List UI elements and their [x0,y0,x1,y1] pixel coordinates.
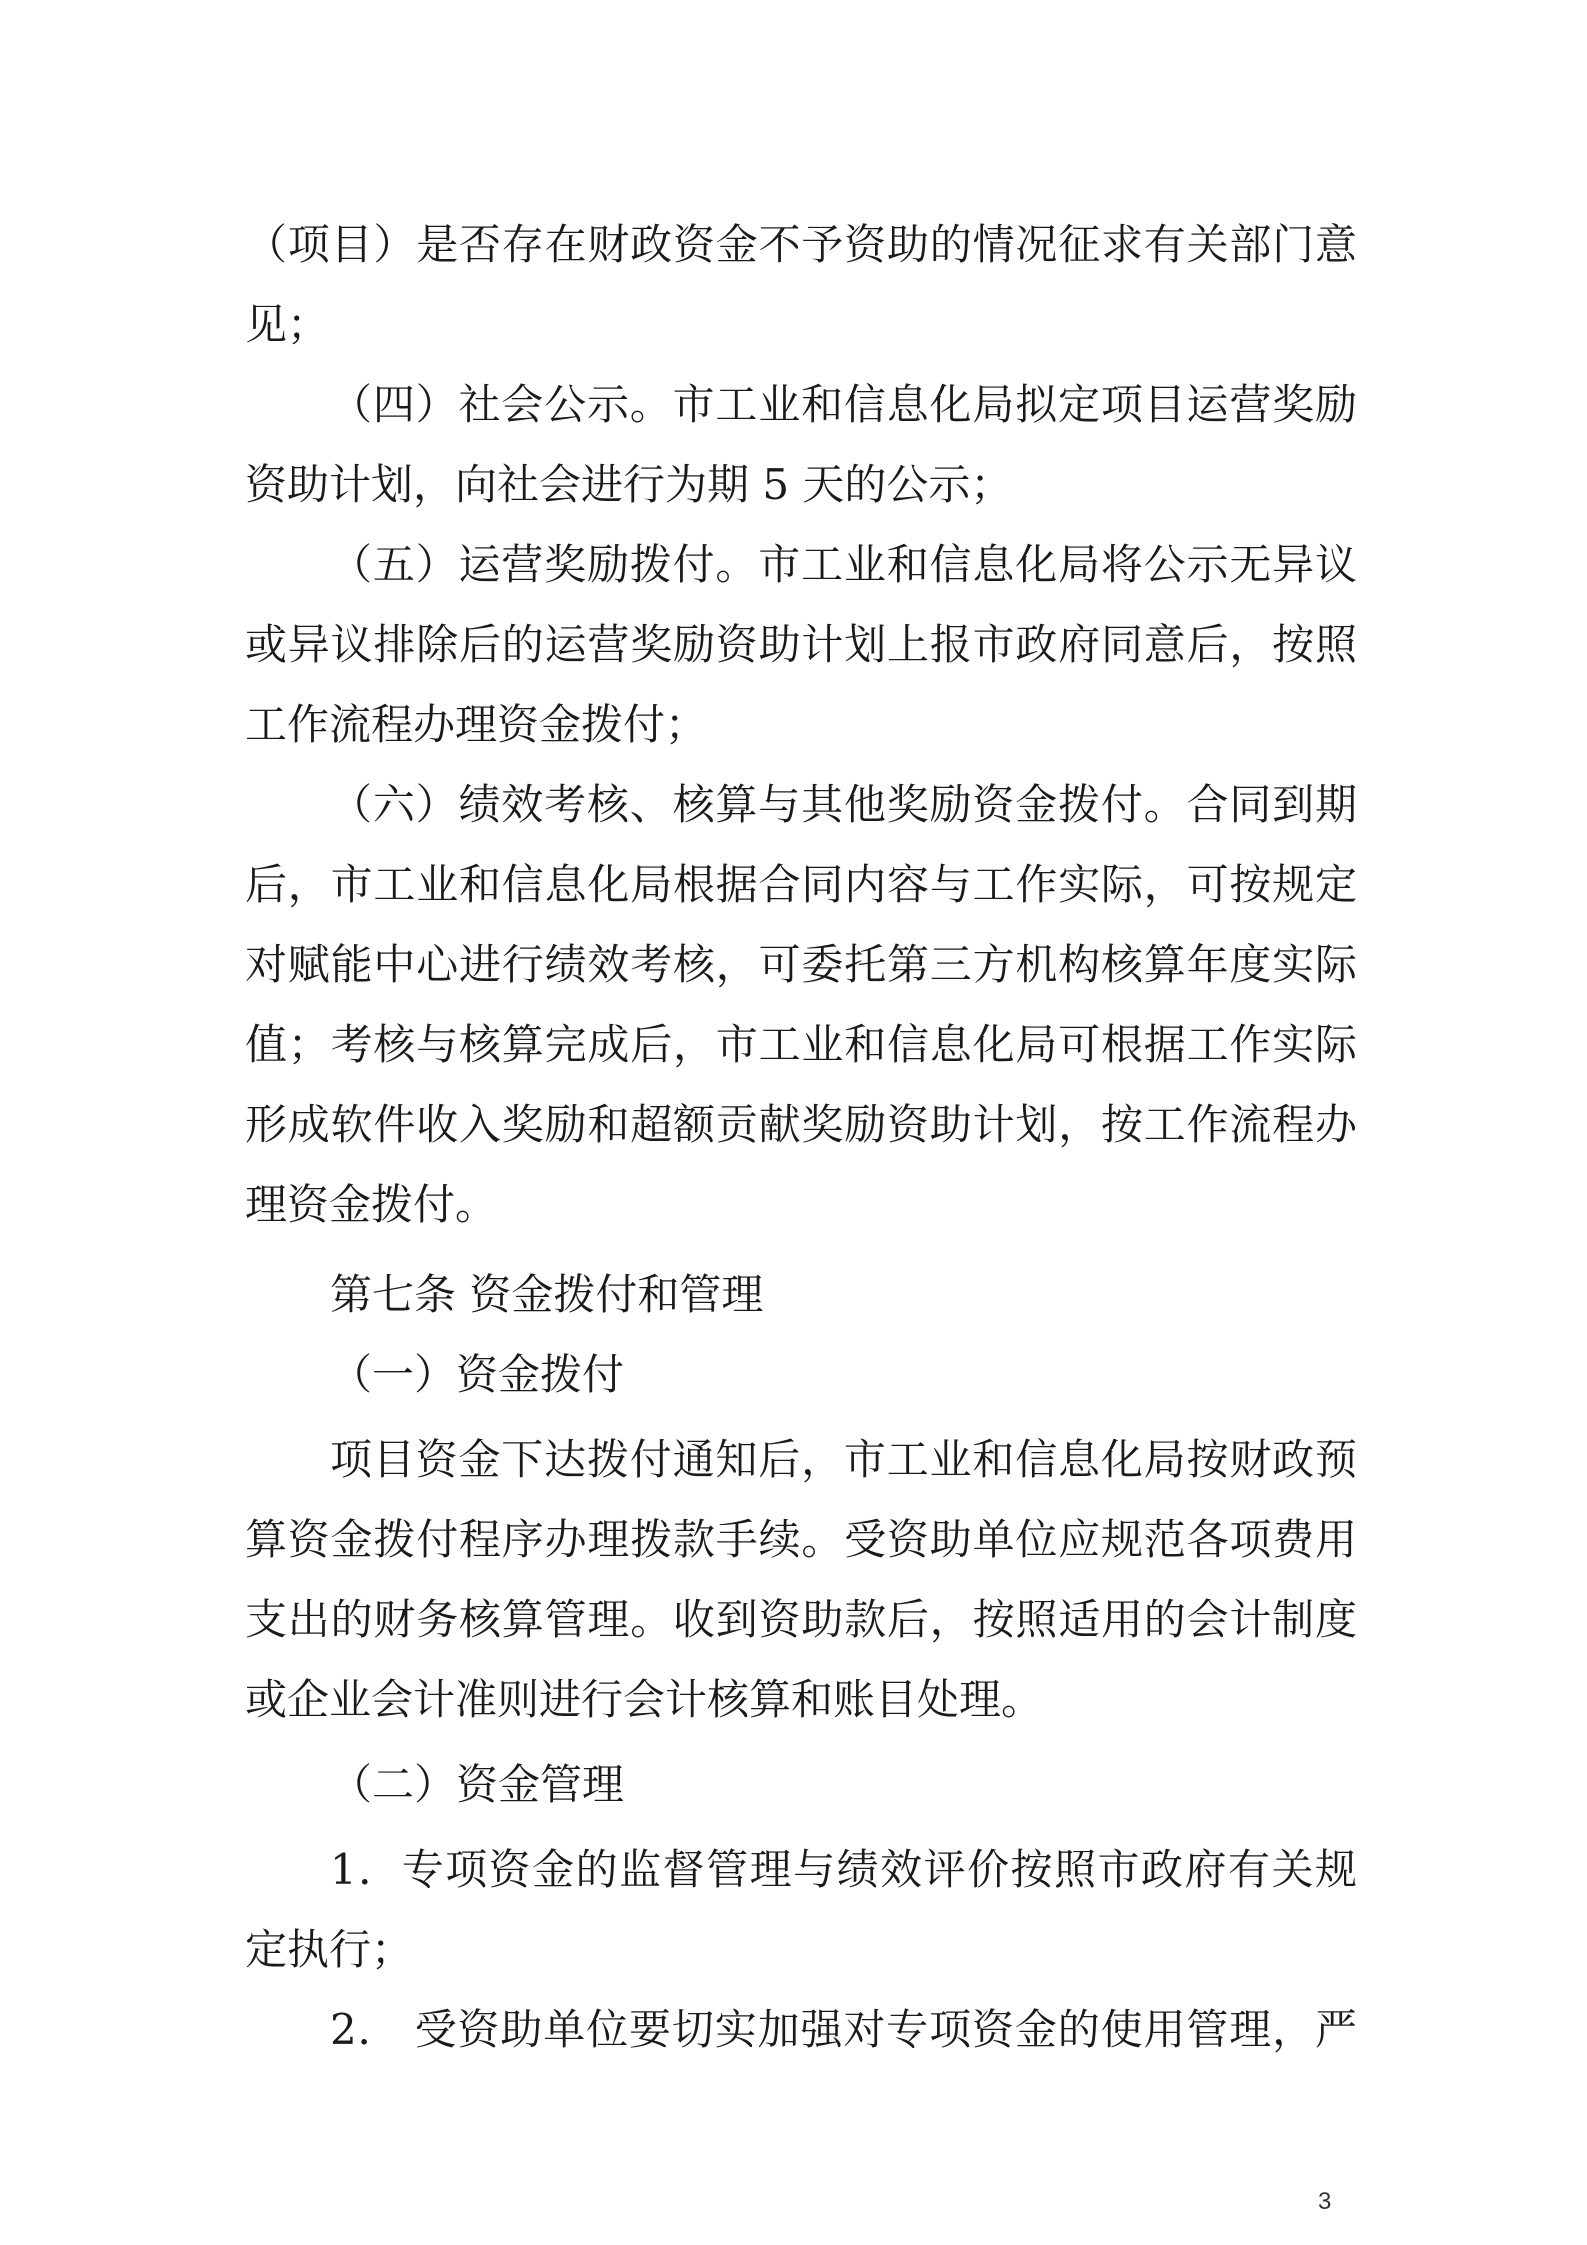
body-line-16: 支出的财务核算管理。收到资助款后，按照适用的会计制度 [245,1595,1357,1644]
body-line-12: 形成软件收入奖励和超额贡献奖励资助计划，按工作流程办 [245,1100,1357,1149]
body-line-9: 后，市工业和信息化局根据合同内容与工作实际，可按规定 [245,860,1357,909]
body-line-4: 资助计划，向社会进行为期 5 天的公示； [245,460,1013,509]
body-line-18: 1．专项资金的监督管理与绩效评价按照市政府有关规 [330,1845,1357,1894]
body-line-10: 对赋能中心进行绩效考核，可委托第三方机构核算年度实际 [245,940,1357,989]
body-line-11: 值；考核与核算完成后，市工业和信息化局可根据工作实际 [245,1020,1357,1069]
body-line-7: 工作流程办理资金拨付； [245,700,708,749]
body-line-6: 或异议排除后的运营奖励资助计划上报市政府同意后，按照 [245,620,1357,669]
body-line-19: 定执行； [245,1925,414,1974]
body-line-17: 或企业会计准则进行会计核算和账目处理。 [245,1675,1044,1724]
body-line-1: （项目）是否存在财政资金不予资助的情况征求有关部门意 [245,220,1357,269]
body-line-8: （六）绩效考核、核算与其他奖励资金拨付。合同到期 [330,780,1357,829]
article-heading: 第七条 资金拨付和管理 [330,1270,764,1319]
body-line-14: 项目资金下达拨付通知后，市工业和信息化局按财政预 [330,1435,1357,1484]
body-line-2: 见； [245,300,330,349]
body-line-3: （四）社会公示。市工业和信息化局拟定项目运营奖励 [330,380,1357,429]
page-number: 3 [1318,2188,1332,2215]
body-line-20: 2． 受资助单位要切实加强对专项资金的使用管理，严 [330,2005,1357,2054]
body-line-13: 理资金拨付。 [245,1180,498,1229]
body-line-15: 算资金拨付程序办理拨款手续。受资助单位应规范各项费用 [245,1515,1357,1564]
section-heading-2: （二）资金管理 [330,1760,625,1809]
body-line-5: （五）运营奖励拨付。市工业和信息化局将公示无异议 [330,540,1357,589]
section-heading-1: （一）资金拨付 [330,1350,625,1399]
